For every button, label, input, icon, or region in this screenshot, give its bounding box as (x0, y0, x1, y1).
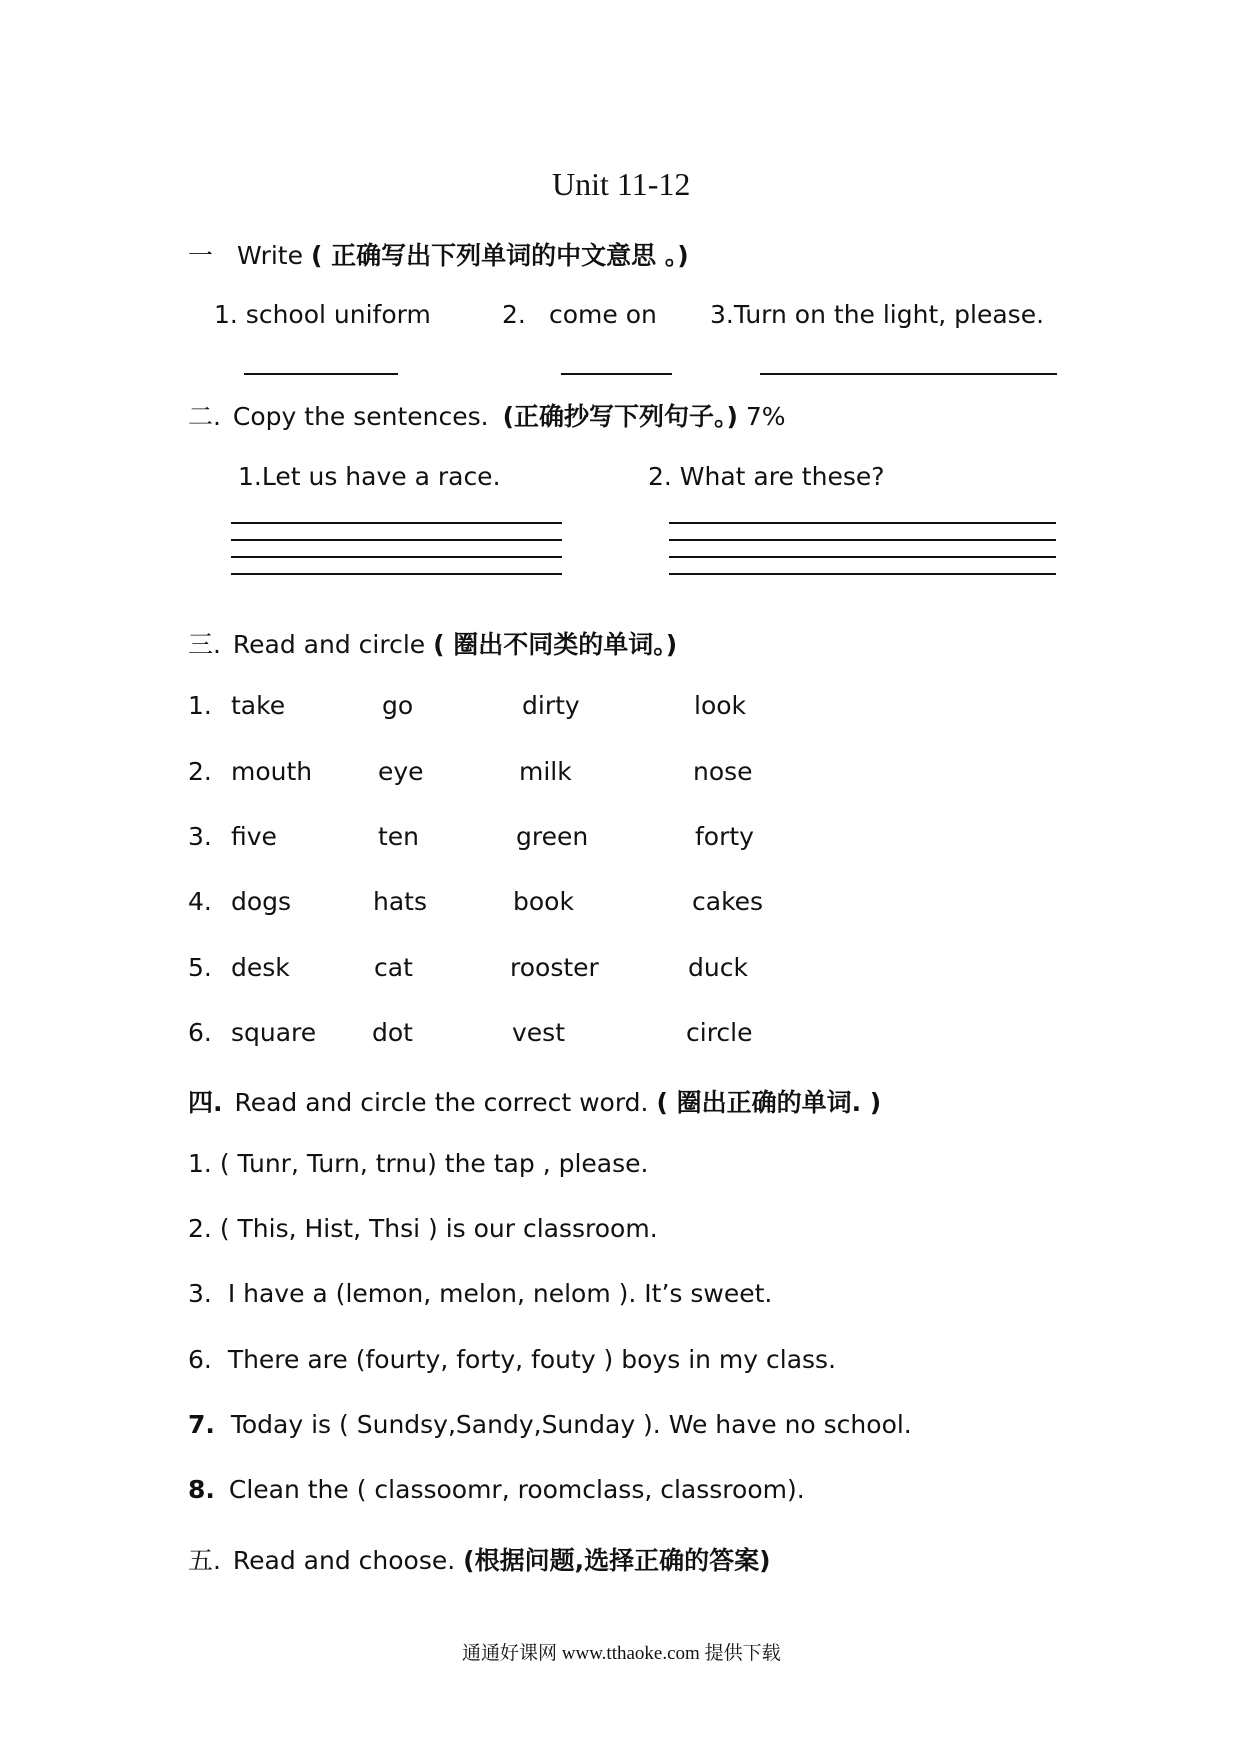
question-text: There are (fourty, forty, fouty ) boys in my class. (227, 1345, 837, 1374)
word: duck (688, 953, 748, 982)
copy-line (231, 556, 562, 558)
question-item (188, 1149, 648, 1178)
row-number: 5. (188, 953, 212, 982)
row-number: 4. (188, 887, 212, 916)
question-number: 8. (188, 1475, 215, 1504)
word: mouth (231, 757, 313, 786)
section1-heading (188, 236, 689, 272)
page-title: Unit 11-12 (552, 166, 691, 202)
row-number: 2. (188, 757, 212, 786)
question-item (188, 1214, 658, 1243)
word: square (231, 1018, 317, 1047)
answer-line (760, 373, 1057, 375)
section-instruction: ( 圈出正确的单词. ) (656, 1088, 882, 1117)
section-number: 三. (188, 630, 221, 659)
section-number: 一 (188, 241, 214, 270)
copy-sentence-2: 2. What are these? (648, 462, 885, 491)
word: five (231, 822, 277, 851)
question-number: 7. (188, 1410, 215, 1439)
answer-line (561, 373, 672, 375)
vocab-item-3: 3.Turn on the light, please. (710, 300, 1045, 329)
section3-heading (188, 625, 677, 661)
section-label: Write (236, 241, 303, 270)
question-text: ( This, Hist, Thsi ) is our classroom. (219, 1214, 658, 1243)
word: cakes (692, 887, 764, 916)
section-number: 四. (188, 1088, 223, 1117)
word: go (382, 691, 414, 720)
vocab-item-1: 1. school uniform (214, 300, 431, 329)
page-footer: 通通好课网 www.tthaoke.com 提供下载 (462, 1643, 781, 1664)
question-item (188, 1475, 805, 1504)
section-label: Read and circle (232, 630, 426, 659)
question-text: Today is ( Sundsy,Sandy,Sunday ). We have no school. (230, 1410, 912, 1439)
word: ten (378, 822, 420, 851)
question-number: 1. (188, 1149, 212, 1178)
section-number: 二. (188, 402, 221, 431)
section-instruction: (根据问题,选择正确的答案) (463, 1546, 771, 1575)
question-text: Clean the ( classoomr, roomclass, classroom). (228, 1475, 805, 1504)
question-number: 6. (188, 1345, 212, 1374)
word: dirty (522, 691, 580, 720)
copy-line (231, 573, 562, 575)
section-label: Copy the sentences. (232, 402, 489, 431)
row-number: 1. (188, 691, 212, 720)
question-item (188, 1410, 912, 1439)
question-item (188, 1345, 836, 1374)
section-instruction: ( 正确写出下列单词的中文意思 。) (310, 241, 689, 270)
word: book (513, 887, 574, 916)
copy-line (669, 522, 1056, 524)
word: rooster (510, 953, 599, 982)
word: vest (512, 1018, 566, 1047)
section-instruction: ( 圈出不同类的单词。) (433, 630, 678, 659)
question-number: 2. (188, 1214, 212, 1243)
question-text: I have a (lemon, melon, nelom ). It’s sweet. (227, 1279, 773, 1308)
vocab-item-2-number: 2. (502, 300, 526, 329)
section-score: 7% (745, 402, 786, 431)
copy-line (669, 539, 1056, 541)
section-label: Read and choose. (232, 1546, 456, 1575)
copy-line (669, 556, 1056, 558)
word: take (231, 691, 286, 720)
word: milk (519, 757, 572, 786)
word: eye (378, 757, 424, 786)
word: green (516, 822, 589, 851)
section-instruction: (正确抄写下列句子。) (502, 402, 738, 431)
word: nose (693, 757, 753, 786)
vocab-item-2: come on (549, 300, 657, 329)
section4-heading (188, 1083, 881, 1119)
word: hats (373, 887, 427, 916)
section-label: Read and circle the correct word. (234, 1088, 649, 1117)
word: cat (374, 953, 413, 982)
section2-heading (188, 397, 786, 433)
copy-line (669, 573, 1056, 575)
question-item (188, 1279, 772, 1308)
answer-line (244, 373, 398, 375)
word: circle (686, 1018, 753, 1047)
section5-heading (188, 1541, 771, 1577)
copy-line (231, 539, 562, 541)
word: forty (695, 822, 754, 851)
section-number: 五. (188, 1546, 221, 1575)
copy-sentence-1: 1.Let us have a race. (238, 462, 501, 491)
word: dogs (231, 887, 292, 916)
word: dot (372, 1018, 413, 1047)
row-number: 3. (188, 822, 212, 851)
question-text: ( Tunr, Turn, trnu) the tap , please. (219, 1149, 649, 1178)
copy-line (231, 522, 562, 524)
question-number: 3. (188, 1279, 212, 1308)
word: desk (231, 953, 290, 982)
row-number: 6. (188, 1018, 212, 1047)
word: look (694, 691, 747, 720)
